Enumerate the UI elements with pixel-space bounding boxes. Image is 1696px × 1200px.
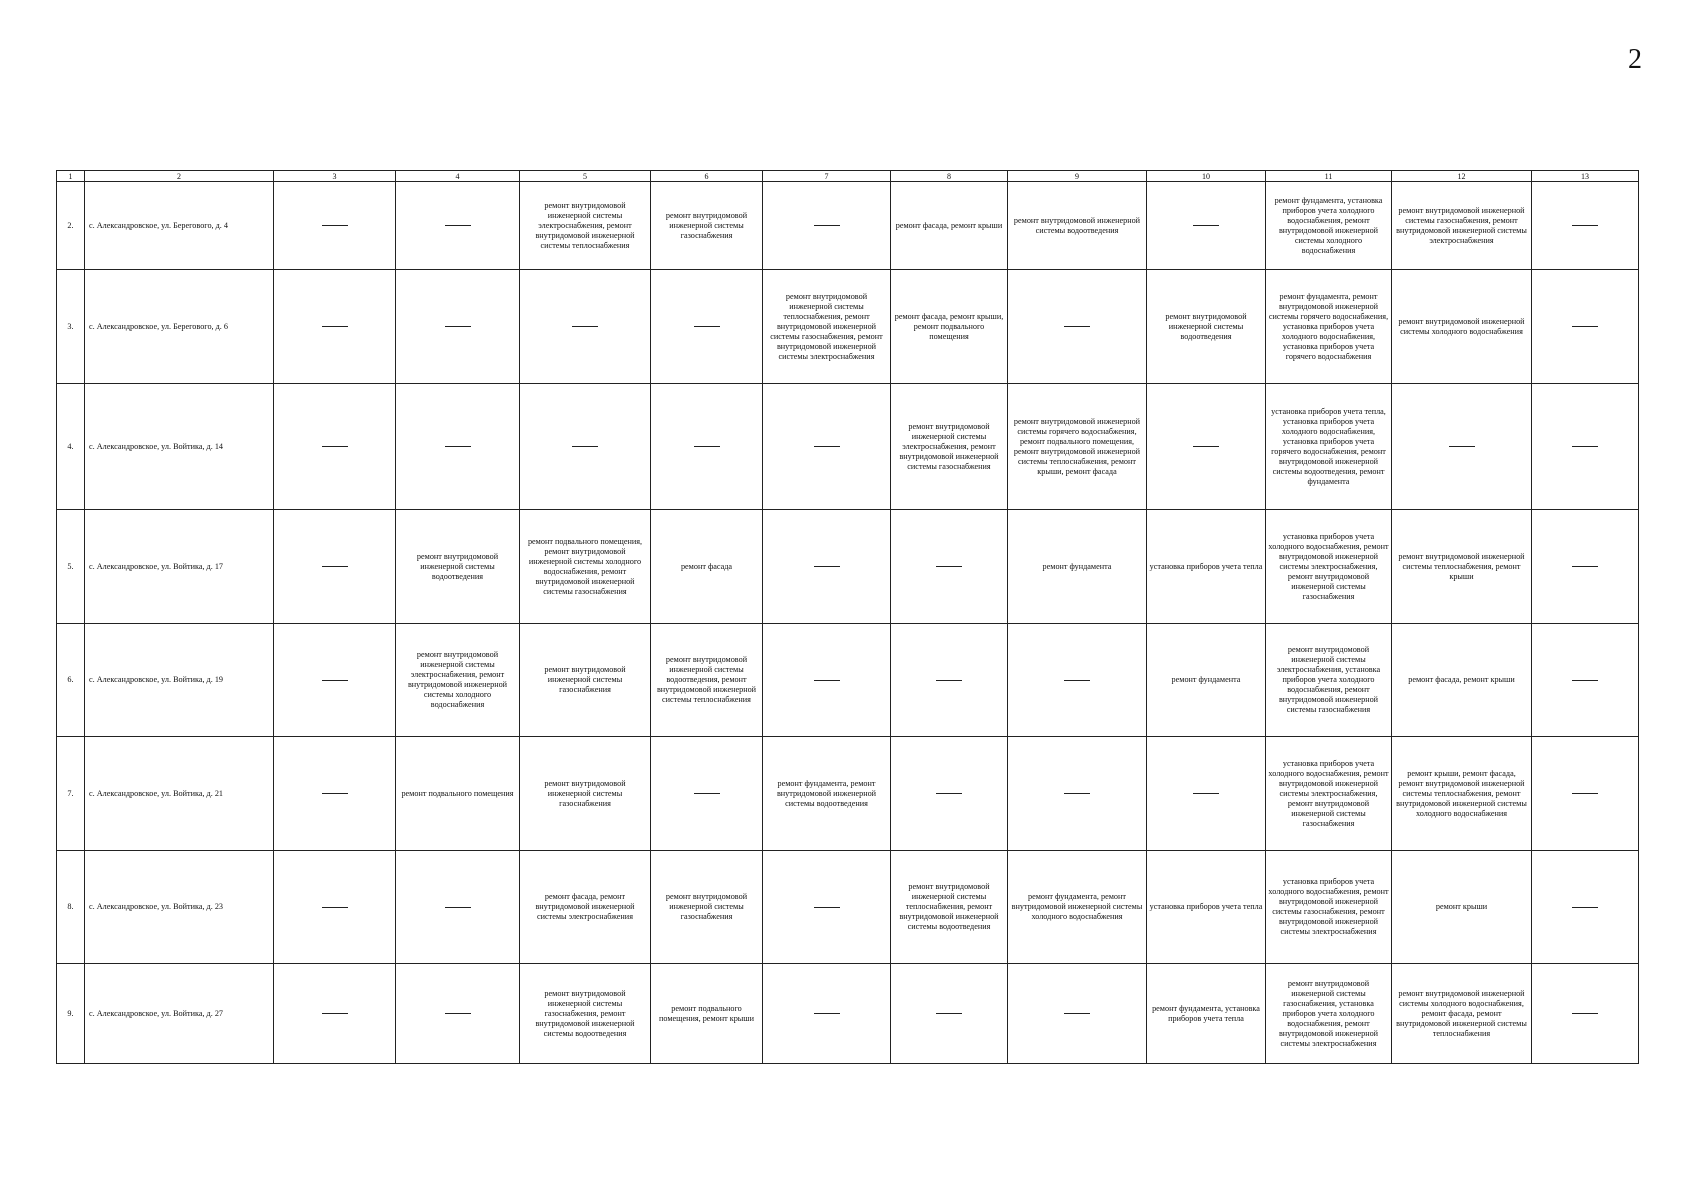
- dash-mark: [445, 446, 471, 447]
- dash-mark: [322, 446, 348, 447]
- address-cell: с. Александровское, ул. Войтика, д. 19: [85, 624, 274, 737]
- dash-mark: [814, 566, 840, 567]
- empty-cell: [763, 384, 891, 510]
- empty-cell: [1532, 851, 1639, 964]
- work-cell: ремонт фасада, ремонт крыши: [891, 182, 1008, 270]
- table-body: [57, 182, 1639, 1064]
- work-cell: ремонт фасада, ремонт крыши, ремонт подвального помещения: [891, 270, 1008, 384]
- column-header-3: 3: [274, 171, 396, 182]
- empty-cell: [274, 182, 396, 270]
- work-cell: установка приборов учета холодного водоснабжения, ремонт внутридомовой инженерной системы электроснабжения, ремонт внутридомовой инженерной системы газоснабжения: [1266, 510, 1392, 624]
- work-cell: установка приборов учета тепла: [1147, 510, 1266, 624]
- empty-cell: [274, 270, 396, 384]
- work-cell: ремонт внутридомовой инженерной системы холодного водоснабжения: [1392, 270, 1532, 384]
- empty-cell: [520, 384, 651, 510]
- dash-mark: [322, 907, 348, 908]
- empty-cell: [763, 624, 891, 737]
- empty-cell: [891, 510, 1008, 624]
- work-cell: ремонт внутридомовой инженерной системы холодного водоснабжения, ремонт фасада, ремонт внутридомовой инженерной системы теплоснабжения: [1392, 964, 1532, 1064]
- work-cell: ремонт внутридомовой инженерной системы газоснабжения: [520, 737, 651, 851]
- column-header-2: 2: [85, 171, 274, 182]
- empty-cell: [1008, 964, 1147, 1064]
- work-cell: ремонт подвального помещения, ремонт крыши: [651, 964, 763, 1064]
- empty-cell: [763, 510, 891, 624]
- column-header-9: 9: [1008, 171, 1147, 182]
- empty-cell: [1532, 737, 1639, 851]
- work-cell: ремонт внутридомовой инженерной системы электроснабжения, ремонт внутридомовой инженерной системы газоснабжения: [891, 384, 1008, 510]
- dash-mark: [936, 793, 962, 794]
- empty-cell: [274, 964, 396, 1064]
- empty-cell: [1532, 510, 1639, 624]
- table-row: [57, 182, 1639, 270]
- page-number: 2: [1628, 44, 1642, 75]
- dash-mark: [936, 1013, 962, 1014]
- dash-mark: [445, 326, 471, 327]
- dash-mark: [1064, 793, 1090, 794]
- empty-cell: [891, 624, 1008, 737]
- dash-mark: [1449, 446, 1475, 447]
- work-cell: ремонт внутридомовой инженерной системы теплоснабжения, ремонт внутридомовой инженерной системы газоснабжения, ремонт внутридомовой инженерной системы электроснабжения: [763, 270, 891, 384]
- empty-cell: [763, 964, 891, 1064]
- dash-mark: [814, 446, 840, 447]
- empty-cell: [1532, 270, 1639, 384]
- column-header-8: 8: [891, 171, 1008, 182]
- empty-cell: [396, 851, 520, 964]
- row-number: 6.: [57, 624, 85, 737]
- column-header-6: 6: [651, 171, 763, 182]
- table-row: [57, 384, 1639, 510]
- empty-cell: [1532, 384, 1639, 510]
- column-header-11: 11: [1266, 171, 1392, 182]
- work-cell: ремонт фундамента: [1147, 624, 1266, 737]
- empty-cell: [763, 851, 891, 964]
- empty-cell: [651, 384, 763, 510]
- table-header: [57, 171, 1639, 182]
- dash-mark: [1572, 793, 1598, 794]
- dash-mark: [936, 566, 962, 567]
- dash-mark: [572, 326, 598, 327]
- dash-mark: [1064, 326, 1090, 327]
- row-number: 3.: [57, 270, 85, 384]
- empty-cell: [1008, 737, 1147, 851]
- column-header-13: 13: [1532, 171, 1639, 182]
- dash-mark: [322, 225, 348, 226]
- empty-cell: [891, 964, 1008, 1064]
- row-number: 2.: [57, 182, 85, 270]
- dash-mark: [322, 793, 348, 794]
- empty-cell: [891, 737, 1008, 851]
- empty-cell: [274, 851, 396, 964]
- work-cell: ремонт фасада: [651, 510, 763, 624]
- empty-cell: [1008, 270, 1147, 384]
- empty-cell: [520, 270, 651, 384]
- repair-schedule-table: [56, 170, 1639, 1064]
- dash-mark: [445, 1013, 471, 1014]
- dash-mark: [322, 566, 348, 567]
- dash-mark: [322, 1013, 348, 1014]
- work-cell: установка приборов учета холодного водоснабжения, ремонт внутридомовой инженерной системы газоснабжения, ремонт внутридомовой инженерной системы электроснабжения: [1266, 851, 1392, 964]
- dash-mark: [322, 326, 348, 327]
- empty-cell: [1532, 182, 1639, 270]
- work-cell: ремонт крыши: [1392, 851, 1532, 964]
- work-cell: ремонт фасада, ремонт внутридомовой инженерной системы электроснабжения: [520, 851, 651, 964]
- row-number: 8.: [57, 851, 85, 964]
- header-row: [57, 171, 1639, 182]
- dash-mark: [814, 680, 840, 681]
- work-cell: ремонт внутридомовой инженерной системы газоснабжения, ремонт внутридомовой инженерной системы водоотведения: [520, 964, 651, 1064]
- empty-cell: [1147, 182, 1266, 270]
- table-row: [57, 964, 1639, 1064]
- work-cell: установка приборов учета тепла: [1147, 851, 1266, 964]
- work-cell: ремонт внутридомовой инженерной системы горячего водоснабжения, ремонт подвального помещения, ремонт внутридомовой инженерной системы теплоснабжения, ремонт крыши, ремонт фасада: [1008, 384, 1147, 510]
- empty-cell: [274, 510, 396, 624]
- dash-mark: [1572, 907, 1598, 908]
- table-row: [57, 270, 1639, 384]
- empty-cell: [274, 624, 396, 737]
- empty-cell: [651, 737, 763, 851]
- work-cell: установка приборов учета холодного водоснабжения, ремонт внутридомовой инженерной системы электроснабжения, ремонт внутридомовой инженерной системы газоснабжения: [1266, 737, 1392, 851]
- dash-mark: [1572, 566, 1598, 567]
- table-row: [57, 737, 1639, 851]
- row-number: 9.: [57, 964, 85, 1064]
- empty-cell: [396, 384, 520, 510]
- row-number: 7.: [57, 737, 85, 851]
- column-header-5: 5: [520, 171, 651, 182]
- work-cell: ремонт внутридомовой инженерной системы водоотведения: [1008, 182, 1147, 270]
- empty-cell: [1008, 624, 1147, 737]
- work-cell: ремонт внутридомовой инженерной системы газоснабжения: [651, 851, 763, 964]
- column-header-10: 10: [1147, 171, 1266, 182]
- empty-cell: [1392, 384, 1532, 510]
- work-cell: ремонт фундамента: [1008, 510, 1147, 624]
- work-cell: ремонт внутридомовой инженерной системы электроснабжения, установка приборов учета холодного водоснабжения, ремонт внутридомовой инженерной системы газоснабжения: [1266, 624, 1392, 737]
- dash-mark: [1572, 446, 1598, 447]
- work-cell: ремонт фундамента, ремонт внутридомовой инженерной системы горячего водоснабжения, установка приборов учета холодного водоснабжения, установка приборов учета горячего водоснабжения: [1266, 270, 1392, 384]
- address-cell: с. Александровское, ул. Войтика, д. 14: [85, 384, 274, 510]
- dash-mark: [1193, 446, 1219, 447]
- dash-mark: [572, 446, 598, 447]
- dash-mark: [1064, 680, 1090, 681]
- work-cell: ремонт внутридомовой инженерной системы водоотведения: [1147, 270, 1266, 384]
- empty-cell: [651, 270, 763, 384]
- column-header-12: 12: [1392, 171, 1532, 182]
- column-header-4: 4: [396, 171, 520, 182]
- work-cell: ремонт внутридомовой инженерной системы газоснабжения, установка приборов учета холодного водоснабжения, ремонт внутридомовой инженерной системы электроснабжения: [1266, 964, 1392, 1064]
- empty-cell: [1532, 964, 1639, 1064]
- address-cell: с. Александровское, ул. Войтика, д. 17: [85, 510, 274, 624]
- dash-mark: [1193, 793, 1219, 794]
- dash-mark: [1064, 1013, 1090, 1014]
- work-cell: ремонт внутридомовой инженерной системы электроснабжения, ремонт внутридомовой инженерной системы теплоснабжения: [520, 182, 651, 270]
- empty-cell: [1147, 737, 1266, 851]
- empty-cell: [396, 964, 520, 1064]
- empty-cell: [1532, 624, 1639, 737]
- work-cell: ремонт внутридомовой инженерной системы электроснабжения, ремонт внутридомовой инженерной системы холодного водоснабжения: [396, 624, 520, 737]
- dash-mark: [1193, 225, 1219, 226]
- empty-cell: [763, 182, 891, 270]
- work-cell: ремонт крыши, ремонт фасада, ремонт внутридомовой инженерной системы теплоснабжения, ремонт внутридомовой инженерной системы холодного водоснабжения: [1392, 737, 1532, 851]
- work-cell: ремонт фундамента, ремонт внутридомовой инженерной системы водоотведения: [763, 737, 891, 851]
- work-cell: ремонт внутридомовой инженерной системы газоснабжения: [520, 624, 651, 737]
- address-cell: с. Александровское, ул. Войтика, д. 21: [85, 737, 274, 851]
- work-cell: ремонт внутридомовой инженерной системы водоотведения: [396, 510, 520, 624]
- work-cell: ремонт внутридомовой инженерной системы газоснабжения, ремонт внутридомовой инженерной системы электроснабжения: [1392, 182, 1532, 270]
- work-cell: ремонт фасада, ремонт крыши: [1392, 624, 1532, 737]
- dash-mark: [1572, 326, 1598, 327]
- column-header-7: 7: [763, 171, 891, 182]
- column-header-1: 1: [57, 171, 85, 182]
- work-cell: ремонт внутридомовой инженерной системы водоотведения, ремонт внутридомовой инженерной системы теплоснабжения: [651, 624, 763, 737]
- work-cell: установка приборов учета тепла, установка приборов учета холодного водоснабжения, установка приборов учета горячего водоснабжения, ремонт внутридомовой инженерной системы водоотведения, ремонт фундамента: [1266, 384, 1392, 510]
- dash-mark: [936, 680, 962, 681]
- address-cell: с. Александровское, ул. Берегового, д. 4: [85, 182, 274, 270]
- dash-mark: [445, 225, 471, 226]
- table-row: [57, 624, 1639, 737]
- empty-cell: [396, 270, 520, 384]
- work-cell: ремонт фундамента, установка приборов учета холодного водоснабжения, ремонт внутридомовой инженерной системы холодного водоснабжения: [1266, 182, 1392, 270]
- empty-cell: [1147, 384, 1266, 510]
- dash-mark: [445, 907, 471, 908]
- dash-mark: [814, 225, 840, 226]
- work-cell: ремонт подвального помещения, ремонт внутридомовой инженерной системы холодного водоснабжения, ремонт внутридомовой инженерной системы газоснабжения: [520, 510, 651, 624]
- address-cell: с. Александровское, ул. Войтика, д. 23: [85, 851, 274, 964]
- work-cell: ремонт внутридомовой инженерной системы теплоснабжения, ремонт внутридомовой инженерной системы водоотведения: [891, 851, 1008, 964]
- address-cell: с. Александровское, ул. Войтика, д. 27: [85, 964, 274, 1064]
- work-cell: ремонт внутридомовой инженерной системы газоснабжения: [651, 182, 763, 270]
- dash-mark: [1572, 225, 1598, 226]
- dash-mark: [694, 446, 720, 447]
- row-number: 5.: [57, 510, 85, 624]
- dash-mark: [1572, 680, 1598, 681]
- empty-cell: [274, 384, 396, 510]
- dash-mark: [1572, 1013, 1598, 1014]
- work-cell: ремонт фундамента, установка приборов учета тепла: [1147, 964, 1266, 1064]
- work-cell: ремонт подвального помещения: [396, 737, 520, 851]
- dash-mark: [322, 680, 348, 681]
- row-number: 4.: [57, 384, 85, 510]
- dash-mark: [694, 326, 720, 327]
- empty-cell: [396, 182, 520, 270]
- table-row: [57, 851, 1639, 964]
- dash-mark: [694, 793, 720, 794]
- address-cell: с. Александровское, ул. Берегового, д. 6: [85, 270, 274, 384]
- table-row: [57, 510, 1639, 624]
- work-cell: ремонт фундамента, ремонт внутридомовой инженерной системы холодного водоснабжения: [1008, 851, 1147, 964]
- work-cell: ремонт внутридомовой инженерной системы теплоснабжения, ремонт крыши: [1392, 510, 1532, 624]
- empty-cell: [274, 737, 396, 851]
- dash-mark: [814, 1013, 840, 1014]
- dash-mark: [814, 907, 840, 908]
